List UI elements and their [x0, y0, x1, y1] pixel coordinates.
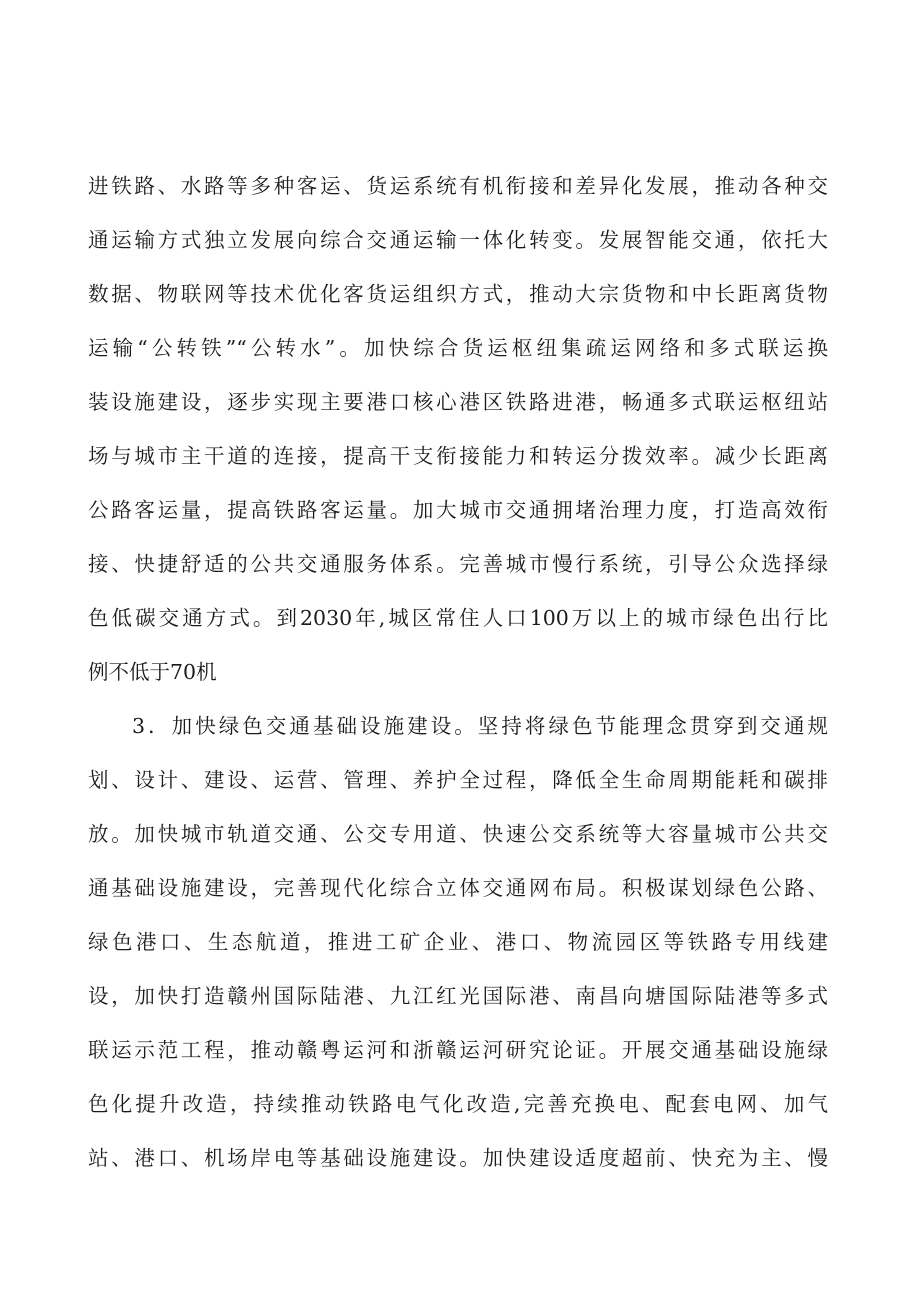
text-line: 场与城市主干道的连接，提高干支衔接能力和转运分拨效率。减少长距离: [88, 444, 828, 468]
text-line: 联运示范工程，推动赣粤运河和浙赣运河研究论证。开展交通基础设施绿: [88, 1038, 828, 1062]
text-line: 划、设计、建设、运营、管理、养护全过程，降低全生命周期能耗和碳排: [88, 768, 828, 792]
text-line: 站、港口、机场岸电等基础设施建设。加快建设适度超前、快充为主、慢: [88, 1146, 828, 1170]
text-line: 运输“公转铁”“公转水”。加快综合货运枢纽集疏运网络和多式联运换: [88, 336, 828, 360]
text-line: 色化提升改造，持续推动铁路电气化改造,完善充换电、配套电网、加气: [88, 1092, 828, 1116]
text-line: 接、快捷舒适的公共交通服务体系。完善城市慢行系统，引导公众选择绿: [88, 552, 828, 576]
text-line: 通运输方式独立发展向综合交通运输一体化转变。发展智能交通，依托大: [88, 228, 828, 252]
text-line: 设，加快打造赣州国际陆港、九江红光国际港、南昌向塘国际陆港等多式: [88, 984, 828, 1008]
text-line: 色低碳交通方式。到2030年,城区常住人口100万以上的城市绿色出行比: [88, 606, 828, 630]
section-heading-line: 3．加快绿色交通基础设施建设。坚持将绿色节能理念贯穿到交通规: [132, 714, 828, 738]
text-line: 装设施建设，逐步实现主要港口核心港区铁路进港，畅通多式联运枢纽站: [88, 390, 828, 414]
text-line: 进铁路、水路等多种客运、货运系统有机衔接和差异化发展，推动各种交: [88, 174, 828, 198]
text-line: 放。加快城市轨道交通、公交专用道、快速公交系统等大容量城市公共交: [88, 822, 828, 846]
text-line: 绿色港口、生态航道，推进工矿企业、港口、物流园区等铁路专用线建: [88, 930, 828, 954]
text-line: 例不低于70机: [88, 660, 217, 684]
text-line: 数据、物联网等技术优化客货运组织方式，推动大宗货物和中长距离货物: [88, 282, 828, 306]
text-line: 通基础设施建设，完善现代化综合立体交通网布局。积极谋划绿色公路、: [88, 876, 828, 900]
text-line: 公路客运量，提高铁路客运量。加大城市交通拥堵治理力度，打造高效衔: [88, 498, 828, 522]
